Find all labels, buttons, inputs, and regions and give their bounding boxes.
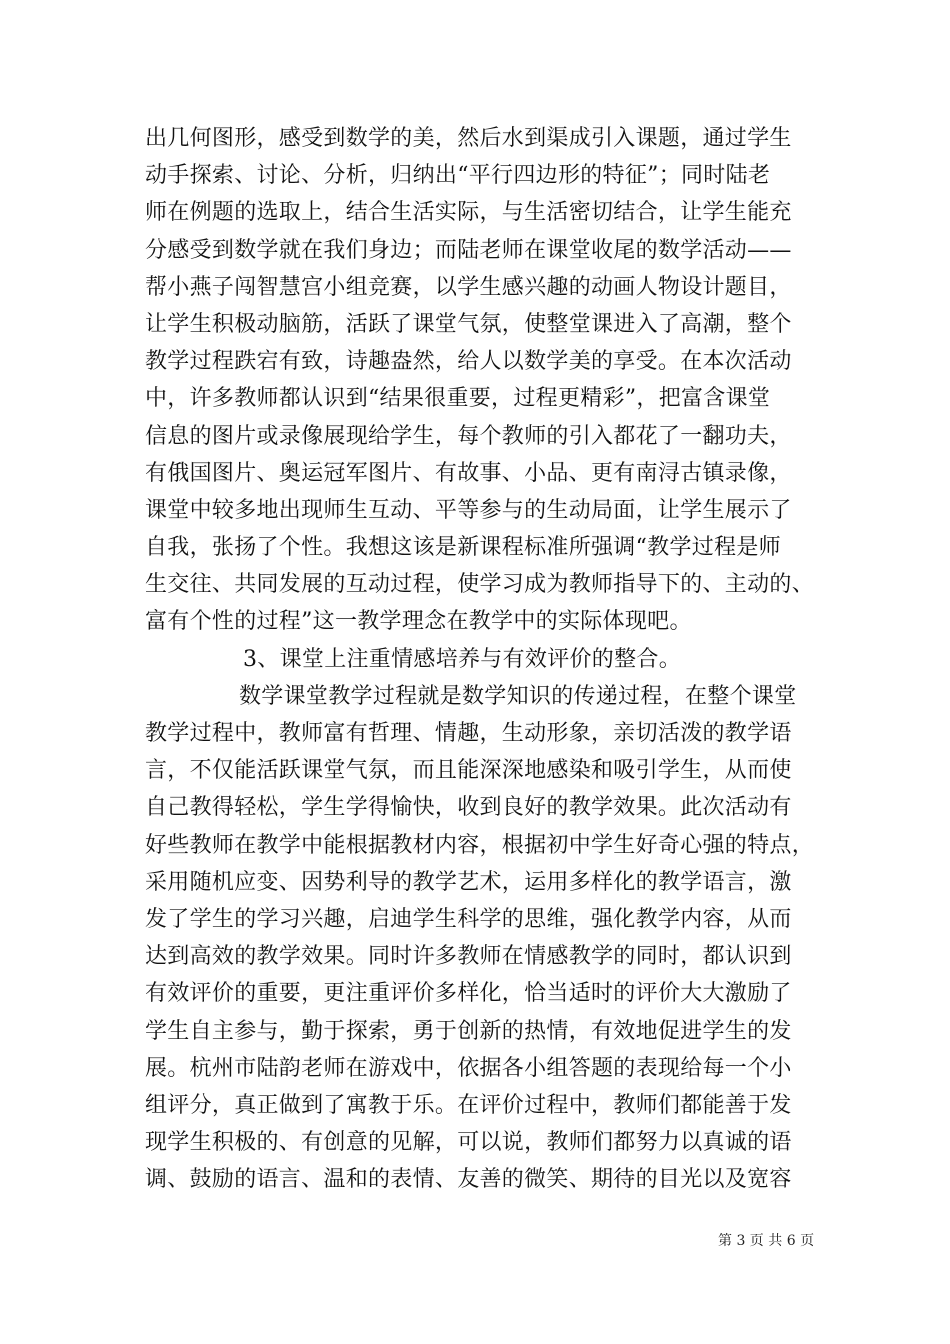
body-line: 生交往、共同发展的互动过程，使学习成为教师指导下的、主动的、 (145, 572, 815, 598)
paragraph-line: 学生自主参与，勤于探索，勇于创新的热情，有效地促进学生的发 (145, 1018, 792, 1044)
paragraph-line: 达到高效的教学效果。同时许多教师在情感教学的同时，都认识到 (145, 944, 792, 970)
body-line: 分感受到数学就在我们身边；而陆老师在课堂收尾的数学活动—— (145, 237, 792, 263)
paragraph-line: 组评分，真正做到了寓教于乐。在评价过程中，教师们都能善于发 (145, 1092, 792, 1118)
page-number-footer: 第 3 页 共 6 页 (718, 1233, 815, 1249)
body-line: 师在例题的选取上，结合生活实际，与生活密切结合，让学生能充 (145, 200, 792, 226)
body-line: 课堂中较多地出现师生互动、平等参与的生动局面，让学生展示了 (145, 497, 792, 523)
body-line: 出几何图形，感受到数学的美，然后水到渠成引入课题，通过学生 (145, 126, 792, 151)
paragraph-line: 自己教得轻松，学生学得愉快，收到良好的教学效果。此次活动有 (145, 795, 792, 821)
paragraph-line: 有效评价的重要，更注重评价多样化，恰当适时的评价大大激励了 (145, 981, 792, 1007)
paragraph-first-line: 数学课堂教学过程就是数学知识的传递过程，在整个课堂 (239, 683, 797, 709)
paragraph-line: 发了学生的学习兴趣，启迪学生科学的思维，强化教学内容，从而 (145, 906, 792, 932)
body-line: 有俄国图片、奥运冠军图片、有故事、小品、更有南浔古镇录像， (145, 460, 792, 486)
section-heading: 3、课堂上注重情感培养与有效评价的整合。 (243, 646, 681, 672)
paragraph-line: 调、鼓励的语言、温和的表情、友善的微笑、期待的目光以及宽容 (145, 1167, 792, 1193)
paragraph-line: 现学生积极的、有创意的见解，可以说，教师们都努力以真诚的语 (145, 1130, 792, 1156)
body-line: 信息的图片或录像展现给学生，每个教师的引入都花了一翻功夫， (145, 423, 792, 449)
body-line: 中，许多教师都认识到“结果很重要，过程更精彩”，把富含课堂 (145, 386, 771, 412)
body-line: 帮小燕子闯智慧宫小组竞赛，以学生感兴趣的动画人物设计题目， (145, 274, 792, 300)
document-body (145, 120, 825, 1198)
body-line: 自我，张扬了个性。我想这该是新课程标准所强调“教学过程是师 (145, 535, 781, 561)
paragraph-line: 教学过程中，教师富有哲理、情趣，生动形象，亲切活泼的教学语 (145, 721, 792, 746)
body-line: 富有个性的过程”这一教学理念在教学中的实际体现吧。 (145, 609, 692, 635)
body-line: 教学过程跌宕有致，诗趣盎然，给人以数学美的享受。在本次活动 (145, 349, 792, 375)
paragraph-line: 采用随机应变、因势利导的教学艺术，运用多样化的教学语言，激 (145, 869, 792, 895)
paragraph-line: 好些教师在教学中能根据教材内容，根据初中学生好奇心强的特点， (145, 832, 815, 858)
paragraph-line: 展。杭州市陆韵老师在游戏中，依据各小组答题的表现给每一个小 (145, 1055, 792, 1081)
body-line: 让学生积极动脑筋，活跃了课堂气氛，使整堂课进入了高潮，整个 (145, 311, 792, 337)
body-line: 动手探索、讨论、分析，归纳出“平行四边形的特征”；同时陆老 (145, 163, 771, 189)
paragraph-line: 言，不仅能活跃课堂气氛，而且能深深地感染和吸引学生，从而使 (145, 758, 792, 784)
